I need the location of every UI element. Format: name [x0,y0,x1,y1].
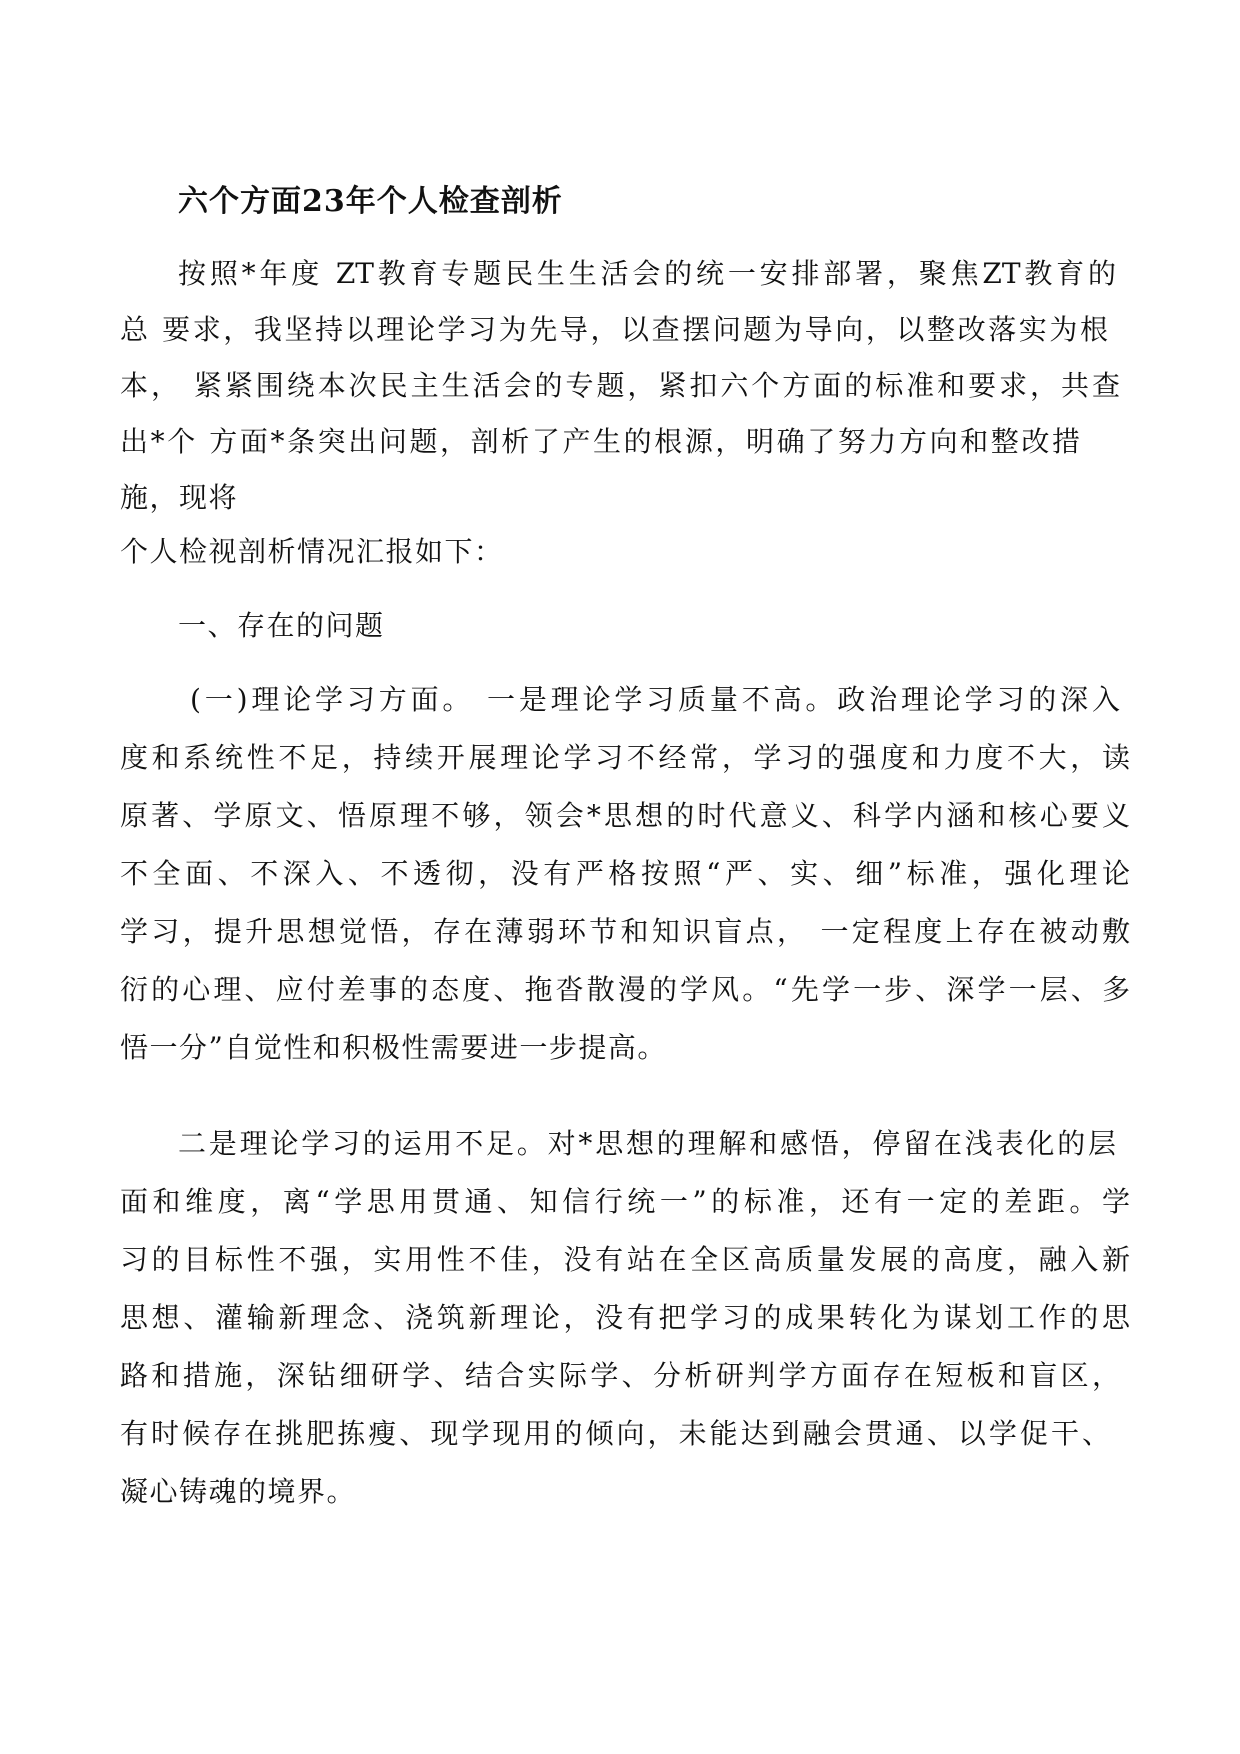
paragraph-line: 衍的心理、应付差事的态度、拖沓散漫的学风。“先学一步、深学一层、多 [120,973,1130,1006]
intro-line: 施，现将 [120,481,239,514]
paragraph-line: 有时候存在挑肥拣瘦、现学现用的倾向，未能达到融会贯通、以学促干、 [120,1417,1110,1450]
document-title: 六个方面23年个人检查剖析 [178,184,563,219]
paragraph-line: 思想、灌输新理念、浇筑新理论，没有把学习的成果转化为谋划工作的思 [120,1301,1130,1334]
intro-line: 个人检视剖析情况汇报如下： [120,535,504,568]
paragraph-line: 学习，提升思想觉悟，存在薄弱环节和知识盲点， 一定程度上存在被动敷 [120,915,1130,948]
intro-line: 按照*年度 ZT教育专题民生生活会的统一安排部署，聚焦ZT教育的 [178,257,1116,290]
paragraph-line: 原著、学原文、悟原理不够，领会*思想的时代意义、科学内涵和核心要义 [120,799,1130,832]
section-heading: 一、存在的问题 [178,609,385,642]
intro-line: 出*个 方面*条突出问题，剖析了产生的根源，明确了努力方向和整改措 [120,425,1080,458]
intro-line: 本， 紧紧围绕本次民主生活会的专题，紧扣六个方面的标准和要求，共查 [120,369,1120,402]
paragraph-line: 习的目标性不强，实用性不佳，没有站在全区高质量发展的高度，融入新 [120,1243,1130,1276]
paragraph-line: 面和维度，离“学思用贯通、知信行统一”的标准，还有一定的差距。学 [120,1185,1130,1218]
paragraph-line: 度和系统性不足，持续开展理论学习不经常，学习的强度和力度不大，读 [120,741,1130,774]
paragraph-line: 悟一分”自觉性和积极性需要进一步提高。 [120,1031,667,1064]
intro-line: 总 要求，我坚持以理论学习为先导，以查摆问题为导向，以整改落实为根 [120,313,1108,346]
paragraph-line: 二是理论学习的运用不足。对*思想的理解和感悟，停留在浅表化的层 [178,1127,1116,1160]
paragraph-line: 凝心铸魂的境界。 [120,1475,357,1508]
paragraph-line: 不全面、不深入、不透彻，没有严格按照“严、实、细”标准，强化理论 [120,857,1130,890]
paragraph-line: 路和措施，深钻细研学、结合实际学、分析研判学方面存在短板和盲区， [120,1359,1120,1392]
paragraph-line: (一)理论学习方面。 一是理论学习质量不高。政治理论学习的深入 [190,683,1120,716]
